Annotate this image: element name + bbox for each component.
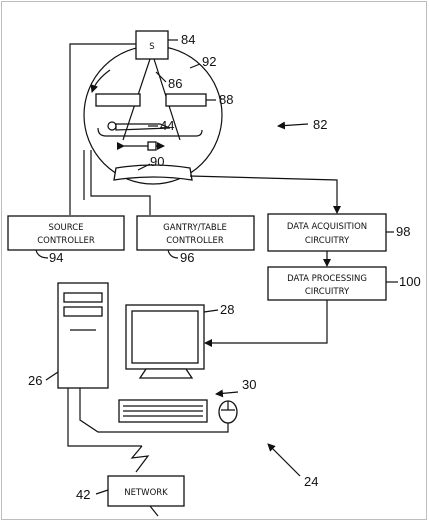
- wire-detector-to-daq: [190, 176, 337, 213]
- source-controller-line1: SOURCE: [48, 223, 84, 233]
- table-slider: [148, 142, 156, 150]
- ref-92: 92: [202, 54, 217, 69]
- monitor: [126, 305, 204, 378]
- source-letter: S: [149, 42, 155, 52]
- leader-94: [36, 250, 48, 258]
- network-lightning-link: [132, 446, 148, 472]
- data-acquisition-line1: DATA ACQUISITION: [286, 222, 368, 232]
- figure-frame: [2, 2, 427, 520]
- data-processing-line2: CIRCUITRY: [304, 287, 350, 297]
- source-controller-line2: CONTROLLER: [37, 236, 95, 246]
- network-stub: [150, 506, 158, 516]
- data-processing-line1: DATA PROCESSING: [287, 274, 367, 284]
- ref-90: 90: [150, 154, 165, 169]
- ref-84: 84: [181, 32, 196, 47]
- gantry-controller-line2: CONTROLLER: [166, 236, 224, 246]
- rotation-arrow: [92, 70, 110, 92]
- ref-42: 42: [76, 487, 91, 502]
- computer-tower: [58, 283, 108, 388]
- ref-86: 86: [168, 76, 183, 91]
- ref-28: 28: [220, 302, 235, 317]
- network-label: NETWORK: [124, 488, 168, 498]
- ref-24: 24: [304, 474, 319, 489]
- ref-82: 82: [313, 117, 328, 132]
- leader-96: [168, 250, 178, 258]
- data-acquisition-line2: CIRCUITRY: [304, 236, 350, 246]
- leader-28: [204, 310, 218, 312]
- ref-88: 88: [219, 92, 234, 107]
- leader-82: [278, 124, 308, 126]
- left-collimator: [96, 94, 140, 106]
- ref-44: 44: [160, 118, 175, 133]
- ref-94: 94: [49, 250, 64, 265]
- keyboard: [119, 400, 207, 422]
- leader-24: [268, 444, 300, 476]
- right-collimator: [166, 94, 206, 106]
- leader-26: [46, 372, 58, 380]
- ref-98: 98: [396, 224, 411, 239]
- leader-30: [216, 392, 238, 394]
- ref-30: 30: [242, 377, 257, 392]
- ref-26: 26: [28, 373, 43, 388]
- leader-42: [96, 490, 108, 494]
- ref-96: 96: [180, 250, 195, 265]
- mouse: [219, 401, 237, 423]
- leader-92: [190, 64, 200, 68]
- ref-100: 100: [399, 274, 421, 289]
- gantry-controller-line1: GANTRY/TABLE: [163, 223, 227, 233]
